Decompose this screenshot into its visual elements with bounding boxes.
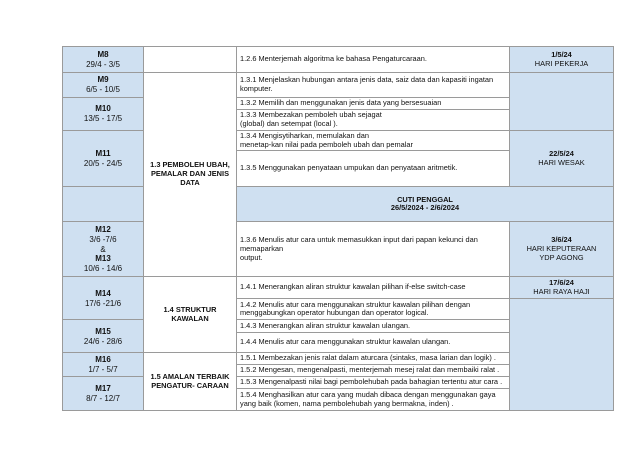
skill-cell: 1.3.5 Menggunakan penyataan umpukan dan penyataan aritmetik. [237,151,510,187]
week-cell [63,130,144,187]
topic-cell: 1.4 STRUKTUR KAWALAN [144,277,237,353]
week-cell [63,187,144,222]
week-dates: 29/4 - 3/5 [86,59,120,69]
skill-cell [237,130,510,151]
table-row [63,47,614,73]
note-cell [510,222,614,277]
week-separator: & [100,244,106,254]
note-cell [510,47,614,73]
skill-line: 1.3.3 Membezakan pemboleh ubah sejagat [240,109,382,119]
note-cell [510,299,614,411]
week-cell [63,98,144,131]
skill-line: menetap-kan nilai pada pemboleh ubah dan pemalar [240,139,413,149]
skill-line: output. [240,252,263,262]
holiday-name: HARI RAYA HAJI [533,286,590,296]
week-label: M11 [95,148,111,158]
skill-line: menggabungkan operator hubungan dan operator logical. [240,308,429,318]
holiday-name: HARI KEPUTERAAN [526,243,597,253]
skill-line: 1.5.4 Menghasilkan atur cara yang mudah dibaca dengan menggunakan gaya [240,390,496,399]
skill-cell: 1.4.4 Menulis atur cara menggunakan struktur kawalan ulangan. [237,333,510,353]
week-label: M12 [95,225,111,235]
skill-line: yang baik (komen, nama pembolehubah yang bermakna, inden) . [240,398,454,408]
holiday-name: HARI PEKERJA [534,58,589,68]
skill-cell: 1.5.2 Mengesan, mengenalpasti, menterjemah mesej ralat dan membaiki ralat . [237,365,510,377]
week-cell [63,377,144,411]
table-row [63,73,614,98]
skill-cell: 1.5.3 Mengenalpasti nilai bagi pembolehubah pada bahagian tertentu atur cara . [237,377,510,389]
week-dates: 10/6 - 14/6 [83,264,123,274]
topic-cell [144,73,237,277]
skill-cell: 1.3.2 Memilih dan menggunakan jenis data yang bersesuaian [237,98,510,110]
topic-line: DATA [180,178,200,188]
schedule-table [62,46,614,411]
break-dates: 26/5/2024 - 2/6/2024 [390,203,460,213]
note-cell [510,73,614,131]
week-cell [63,47,144,73]
skill-cell [237,299,510,320]
note-cell [510,130,614,187]
week-cell [63,277,144,320]
skill-cell [237,389,510,411]
week-label: M10 [95,104,111,114]
holiday-date: 22/5/24 [549,148,574,158]
week-dates: 8/7 - 12/7 [86,394,120,404]
skill-line: (global) dan setempat (local ). [240,118,338,128]
skill-cell: 1.3.1 Menjelaskan hubungan antara jenis data, saiz data dan kapasiti ingatan komputer. [237,73,510,98]
skill-line: 1.3.6 Menulis atur cara untuk memasukkan input dari papan kekunci dan memaparkan [240,235,478,253]
topic-line: 1.5 AMALAN TERBAIK [150,372,230,381]
break-cell [237,187,614,222]
week-label: M17 [95,384,111,394]
week-label: M9 [97,75,109,85]
topic-line: 1.3 PEMBOLEH UBAH, [150,160,230,170]
topic-cell [144,47,237,73]
skill-cell: 1.4.1 Menerangkan aliran struktur kawalan pilihan if-else switch-case [237,277,510,299]
week-label: M14 [95,288,111,298]
skill-cell [237,109,510,130]
week-dates: 3/6 -7/6 [89,234,117,244]
week-cell [63,222,144,277]
week-label: M15 [95,326,111,336]
week-cell [63,353,144,377]
break-title: CUTI PENGGAL [397,194,453,204]
topic-line: PENGATUR- CARAAN [151,380,229,390]
note-cell [510,277,614,299]
week-dates: 13/5 - 17/5 [83,113,123,123]
holiday-date: 3/6/24 [551,235,572,245]
week-label: M16 [95,355,111,365]
week-dates: 17/6 -21/6 [84,298,122,308]
skill-cell: 1.4.3 Menerangkan aliran struktur kawalan ulangan. [237,320,510,333]
skill-cell [237,222,510,277]
week-cell [63,320,144,353]
table-row [63,277,614,299]
week-dates: 6/5 - 10/5 [86,85,120,95]
holiday-date: 1/5/24 [551,49,572,59]
holiday-name: YDP AGONG [539,252,584,262]
skill-line: 1.4.2 Menulis atur cara menggunakan struktur kawalan pilihan dengan [240,299,471,309]
week-dates: 24/6 - 28/6 [83,336,123,346]
skill-cell: 1.5.1 Membezakan jenis ralat dalam aturcara (sintaks, masa larian dan logik) . [237,353,510,365]
week-label: M13 [95,254,111,264]
week-dates: 1/7 - 5/7 [88,365,118,375]
holiday-date: 17/6/24 [549,278,574,287]
holiday-name: HARI WESAK [538,157,585,167]
topic-cell [144,353,237,411]
week-label: M8 [97,49,109,59]
topic-line: PEMALAR DAN JENIS [150,169,230,179]
week-cell [63,73,144,98]
week-dates: 20/5 - 24/5 [83,158,123,168]
skill-line: 1.3.4 Mengisytiharkan, memulakan dan [240,130,369,140]
skill-cell: 1.2.6 Menterjemah algoritma ke bahasa Pengaturcaraan. [237,47,510,73]
